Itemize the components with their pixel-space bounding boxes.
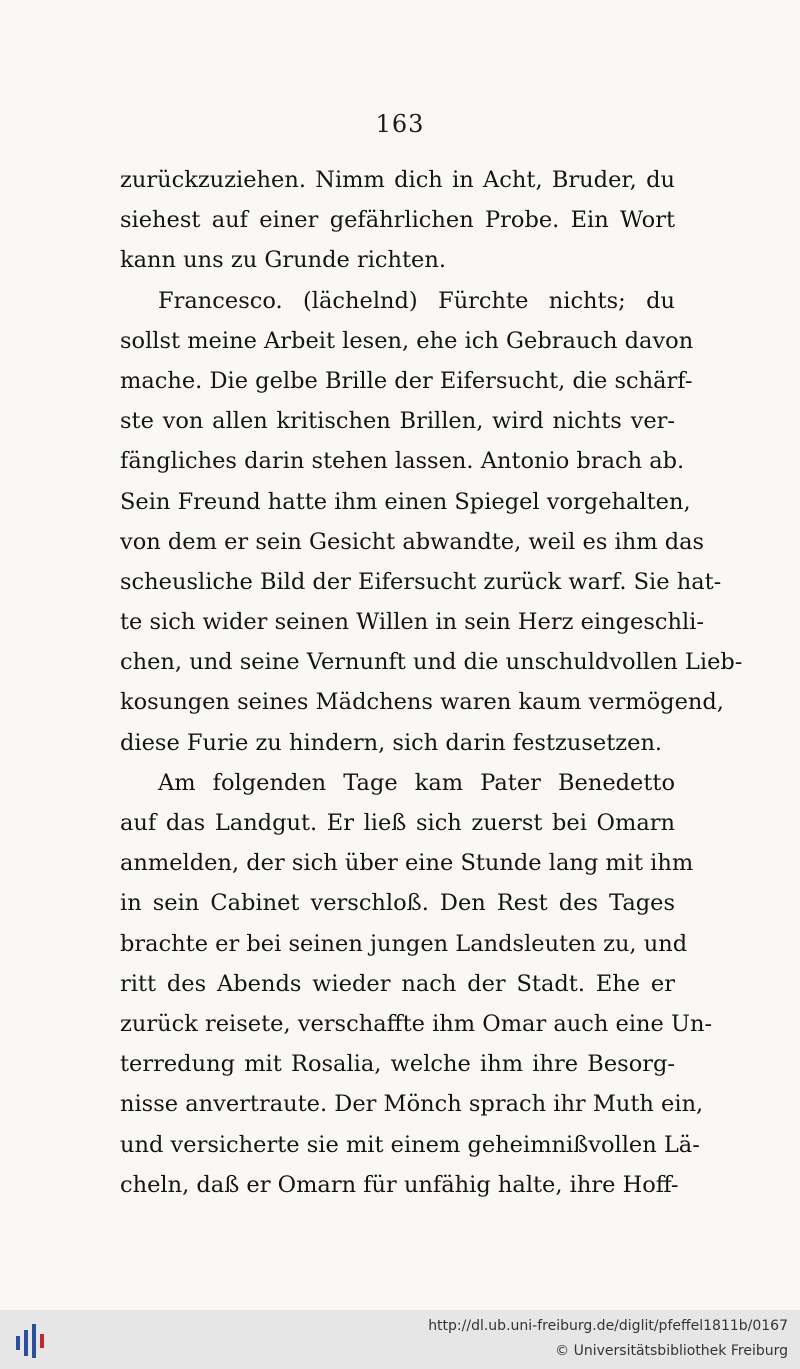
footer-bar <box>0 1310 800 1369</box>
text-line: ritt des Abends wieder nach der Stadt. Ehe er <box>120 970 675 997</box>
text-line: Sein Freund hatte ihm einen Spiegel vorgehalten, <box>120 488 691 515</box>
text-line: ste von allen kritischen Brillen, wird nichts ver- <box>120 408 675 435</box>
page-number: 163 <box>375 110 425 138</box>
text-line: und versicherte sie mit einem geheimnißvollen Lä- <box>120 1131 700 1158</box>
text-line: von dem er sein Gesicht abwandte, weil es ihm das <box>120 528 705 555</box>
text-line: chen, und seine Vernunft und die unschuldvollen Lieb- <box>120 649 743 676</box>
text-line: Am folgenden Tage kam Pater Benedetto <box>158 769 675 796</box>
text-line: in sein Cabinet verschloß. Den Rest des Tages <box>120 890 675 917</box>
text-line: mache. Die gelbe Brille der Eifersucht, die schärf- <box>120 367 693 394</box>
text-line: kosungen seines Mädchens waren kaum vermögend, <box>120 689 724 716</box>
copyright-text: © Universitätsbibliothek Freiburg <box>555 1343 788 1359</box>
text-line: scheusliche Bild der Eifersucht zurück warf. Sie hat- <box>120 568 722 595</box>
library-logo-icon <box>14 1320 52 1360</box>
page-text <box>120 160 743 1205</box>
text-line: anmelden, der sich über eine Stunde lang mit ihm <box>120 850 694 877</box>
text-line: te sich wider seinen Willen in sein Herz eingeschli- <box>120 609 704 636</box>
text-line: brachte er bei seinen jungen Landsleuten zu, und <box>120 930 688 957</box>
text-line: siehest auf einer gefährlichen Probe. Ein Wort <box>120 207 675 234</box>
text-line: kann uns zu Grunde richten. <box>120 247 446 274</box>
text-line: diese Furie zu hindern, sich darin festzusetzen. <box>120 729 663 756</box>
text-line: Francesco. (lächelnd) Fürchte nichts; du <box>158 287 675 314</box>
text-line: terredung mit Rosalia, welche ihm ihre Besorg- <box>120 1051 675 1078</box>
text-line: sollst meine Arbeit lesen, ehe ich Gebrauch davon <box>120 327 694 354</box>
text-line: fängliches darin stehen lassen. Antonio brach ab. <box>120 448 685 475</box>
text-line: auf das Landgut. Er ließ sich zuerst bei Omarn <box>120 810 675 836</box>
text-line: cheln, daß er Omarn für unfähig halte, ihre Hoff- <box>120 1171 679 1198</box>
text-line: zurück reisete, verschaffte ihm Omar auch eine Un- <box>120 1010 713 1037</box>
source-url-link[interactable]: http://dl.ub.uni-freiburg.de/diglit/pfeffel1811b/0167 <box>428 1318 788 1334</box>
text-line: zurückzuziehen. Nimm dich in Acht, Bruder, du <box>120 167 675 193</box>
text-line: nisse anvertraute. Der Mönch sprach ihr Muth ein, <box>120 1091 704 1118</box>
